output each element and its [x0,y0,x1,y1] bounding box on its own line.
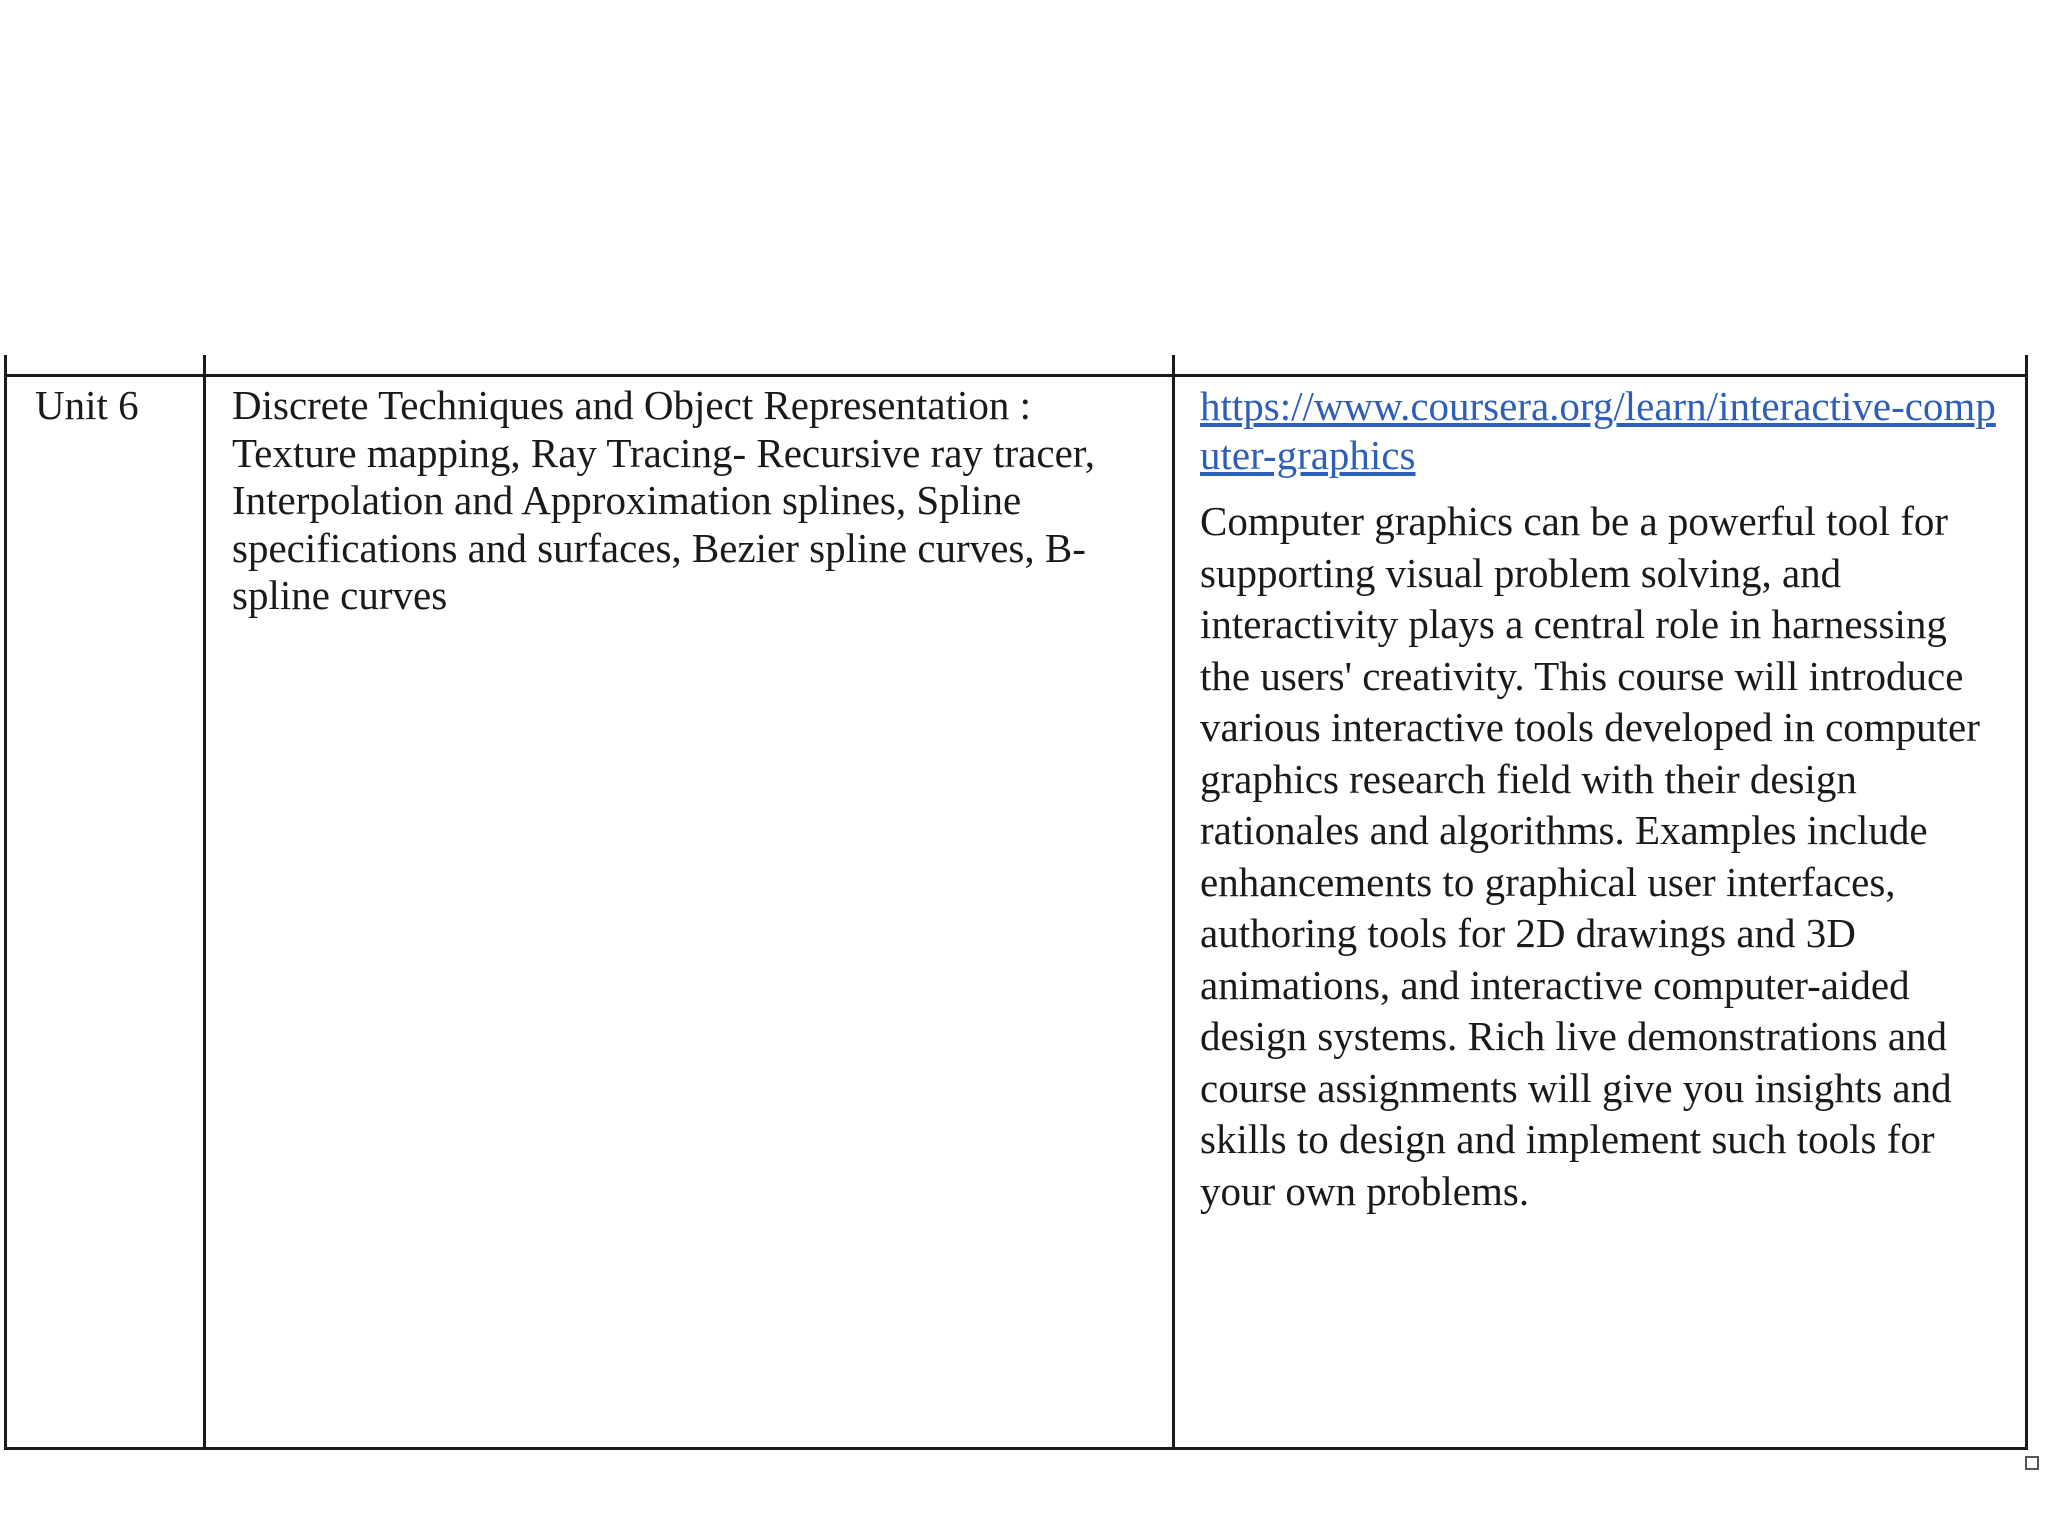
coursera-link[interactable]: https://www.coursera.org/learn/interactive-computer-graphics [1200,383,1996,478]
resource-cell [1179,377,2025,1447]
table-resize-handle[interactable] [2025,1456,2039,1470]
topic-text: Discrete Techniques and Object Representation : Texture mapping, Ray Tracing- Recursive ray tracer, Interpolation and Approximation splines, Spline specifications and surfaces, Bezier spline curves, B-spline curves [232,382,1096,618]
unit-cell [7,377,207,1447]
course-description: Computer graphics can be a powerful tool for supporting visual problem solving, and interactivity plays a central role in harnessing the users' creativity. This course will introduce various interactive tools developed in computer graphics research field with their design rationales and algorithms. Examples include enhancements to graphical user interfaces, authoring tools for 2D drawings and 3D animations, and interactive computer-aided design systems. Rich live demonstrations and course assignments will give you insights and skills to design and implement such tools for your own problems. [1200,498,1980,1214]
topic-cell [210,377,1176,1447]
syllabus-table [4,374,2028,1450]
unit-label: Unit 6 [35,382,139,428]
